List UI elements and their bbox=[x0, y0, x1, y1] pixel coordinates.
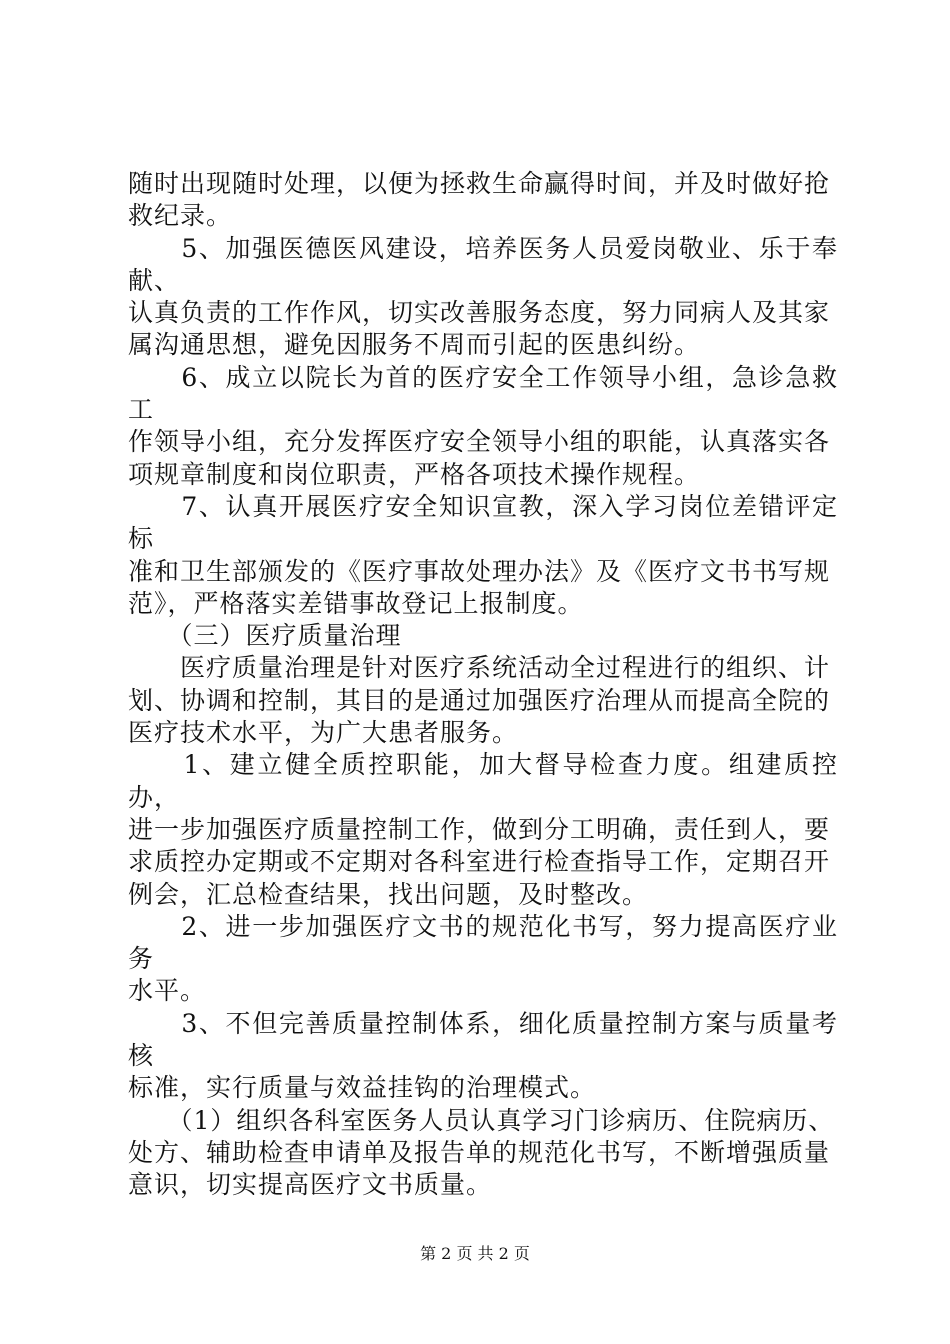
section-heading: （三）医疗质量治理 bbox=[128, 621, 402, 651]
paragraph-item-6: 6、成立以院长为首的医疗安全工作领导小组，急诊急救工 作领导小组，充分发挥医疗安全领导小组的职能，认真落实各 项规章制度和岗位职责，严格各项技术操作规程。 bbox=[128, 362, 838, 489]
paragraph-continuation: 随时出现随时处理，以便为拯救生命赢得时间，并及时做好抢 救纪录。 bbox=[128, 169, 831, 231]
paragraph-subitem-1: （1）组织各科室医务人员认真学习门诊病历、住院病历、 处方、辅助检查申请单及报告单的规范化书写，不断增强质量 意识，切实提高医疗文书质量。 bbox=[128, 1105, 835, 1200]
page-footer: 第 2 页 共 2 页 bbox=[420, 1244, 530, 1263]
paragraph-item-3: 3、不但完善质量控制体系，细化质量控制方案与质量考核 标准，实行质量与效益挂钩的治理模式。 bbox=[128, 1008, 838, 1103]
paragraph-section-intro: 医疗质量治理是针对医疗系统活动全过程进行的组织、计 划、协调和控制，其目的是通过加强医疗治理从而提高全院的 医疗技术水平，为广大患者服务。 bbox=[128, 653, 831, 748]
document-body bbox=[128, 168, 838, 1202]
paragraph-item-2: 2、进一步加强医疗文书的规范化书写，努力提高医疗业务 水平。 bbox=[128, 911, 838, 1006]
paragraph-item-5: 5、加强医德医风建设，培养医务人员爱岗敬业、乐于奉献、 认真负责的工作作风，切实改善服务态度，努力同病人及其家 属沟通思想，避免因服务不周而引起的医患纠纷。 bbox=[128, 233, 838, 360]
paragraph-item-7: 7、认真开展医疗安全知识宣教，深入学习岗位差错评定标 准和卫生部颁发的《医疗事故处理办法》及《医疗文书书写规 范》，严格落实差错事故登记上报制度。 bbox=[128, 491, 838, 618]
paragraph-item-1: 1、建立健全质控职能，加大督导检查力度。组建质控办， 进一步加强医疗质量控制工作，做到分工明确，责任到人，要 求质控办定期或不定期对各科室进行检查指导工作，定期召开 例会，汇总检查结果，找出问题，及时整改。 bbox=[128, 750, 838, 909]
